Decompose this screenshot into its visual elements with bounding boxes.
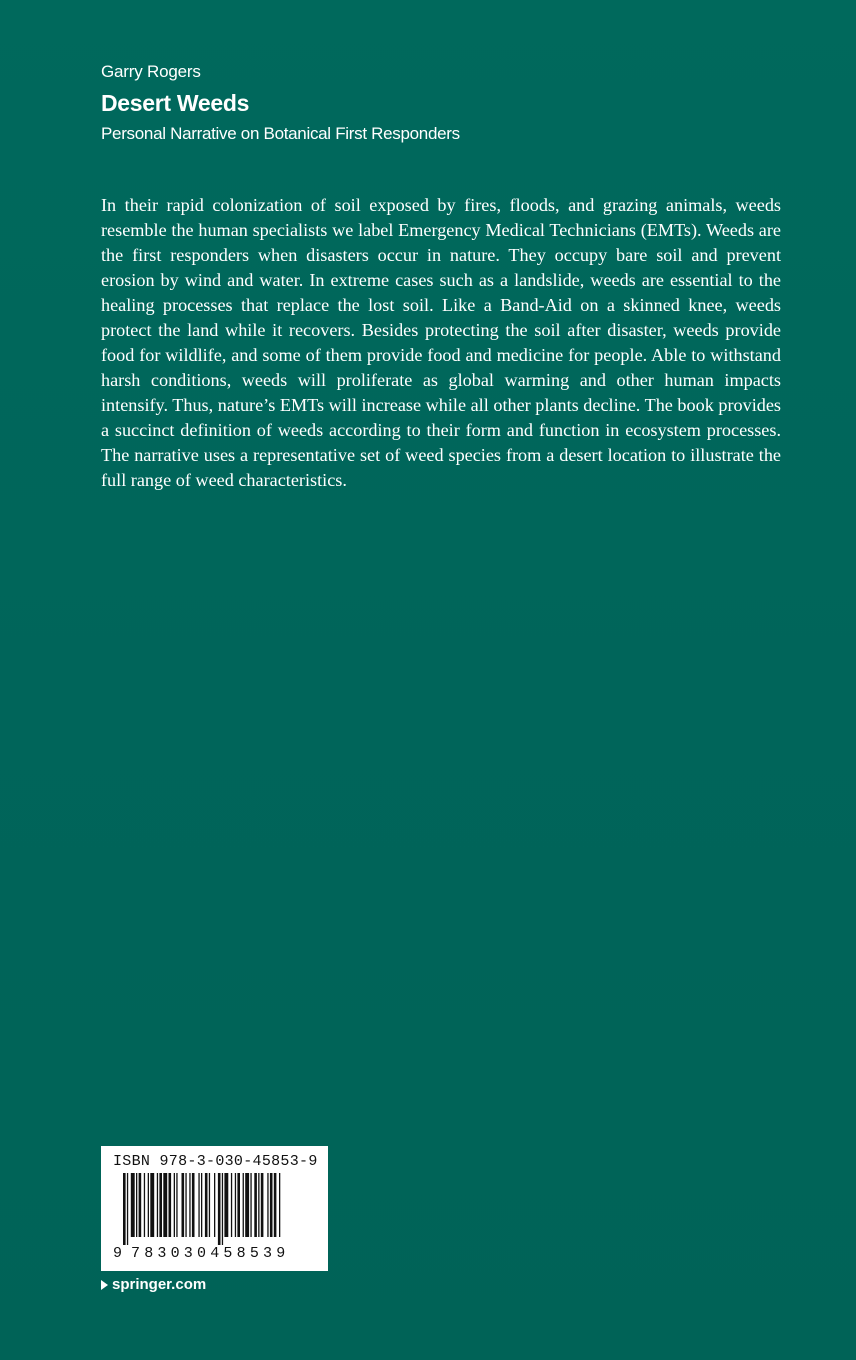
- triangle-right-icon: [101, 1280, 108, 1290]
- barcode-bar: [261, 1173, 264, 1237]
- barcode-bar: [243, 1173, 244, 1237]
- publisher-link[interactable]: [101, 1276, 206, 1293]
- barcode-bar: [250, 1173, 251, 1237]
- publisher-url: springer.com: [112, 1276, 207, 1293]
- barcode-lead-digit: 9: [113, 1245, 123, 1262]
- barcode-bar: [254, 1173, 257, 1237]
- barcode-bar: [218, 1173, 221, 1245]
- barcode-bar: [185, 1173, 186, 1237]
- barcode-bar: [127, 1173, 128, 1245]
- barcode-bar: [144, 1173, 145, 1237]
- barcode-digits: 783030458539: [131, 1245, 290, 1262]
- book-subtitle: Personal Narrative on Botanical First Responders: [101, 124, 460, 143]
- barcode-bar: [174, 1173, 175, 1237]
- book-description: In their rapid colonization of soil exposed by fires, floods, and grazing animals, weeds resemble the human specialists we label Emergency Medical Technicians (EMTs). Weeds are the first responders when disasters occur in nature. They occupy bare soil and prevent erosion by wind and water. In extreme cases such as a landslide, weeds are essential to the healing processes that replace the lost soil. Like a Band-Aid on a skinned knee, weeds protect the land while it recovers. Besides protecting the soil after disaster, weeds provide food for wildlife, and some of them provide food and medicine for people. Able to withstand harsh conditions, weeds will proliferate as global warming and other human impacts intensify. Thus, nature’s EMTs will increase while all other plants decline. The book provides a succinct definition of weeds according to their form and function in ecosystem processes. The narrative uses a representative set of weed species from a desert location to illustrate the full range of weed characteristics.: [101, 195, 781, 490]
- barcode-bar: [201, 1173, 202, 1237]
- book-title: Desert Weeds: [101, 90, 250, 116]
- barcode-bar: [139, 1173, 142, 1237]
- author-name: Garry Rogers: [101, 62, 201, 81]
- barcode-bar: [274, 1173, 277, 1237]
- isbn-barcode: [101, 1146, 328, 1271]
- barcode-bar: [192, 1173, 195, 1237]
- barcode-bar: [222, 1173, 223, 1245]
- barcode-bar: [157, 1173, 158, 1237]
- barcode-bar: [163, 1173, 167, 1237]
- barcode-bar: [148, 1173, 149, 1237]
- barcode-bar: [214, 1173, 215, 1237]
- barcode-bar: [169, 1173, 172, 1237]
- barcode-bar: [150, 1173, 154, 1237]
- barcode-bar: [235, 1173, 236, 1237]
- barcode-bar: [182, 1173, 185, 1237]
- isbn-label: ISBN 978-3-030-45853-9: [113, 1153, 318, 1170]
- barcode-bar: [245, 1173, 249, 1237]
- barcode-bar: [237, 1173, 240, 1237]
- barcode-bar: [189, 1173, 190, 1237]
- barcode-bar: [205, 1173, 208, 1237]
- barcode-bar: [136, 1173, 137, 1237]
- barcode-bar: [224, 1173, 228, 1237]
- barcode-bar: [258, 1173, 259, 1237]
- barcode-bar: [267, 1173, 268, 1237]
- barcode-bar: [209, 1173, 210, 1237]
- barcode-bar: [131, 1173, 135, 1237]
- barcode-bar: [231, 1173, 232, 1237]
- barcode-bar: [176, 1173, 177, 1237]
- barcode-bar: [159, 1173, 162, 1237]
- barcode-bar: [198, 1173, 199, 1237]
- barcode-bars: [111, 1173, 317, 1245]
- barcode-bar: [270, 1173, 273, 1237]
- barcode-bar: [123, 1173, 126, 1245]
- barcode-bar: [279, 1173, 280, 1237]
